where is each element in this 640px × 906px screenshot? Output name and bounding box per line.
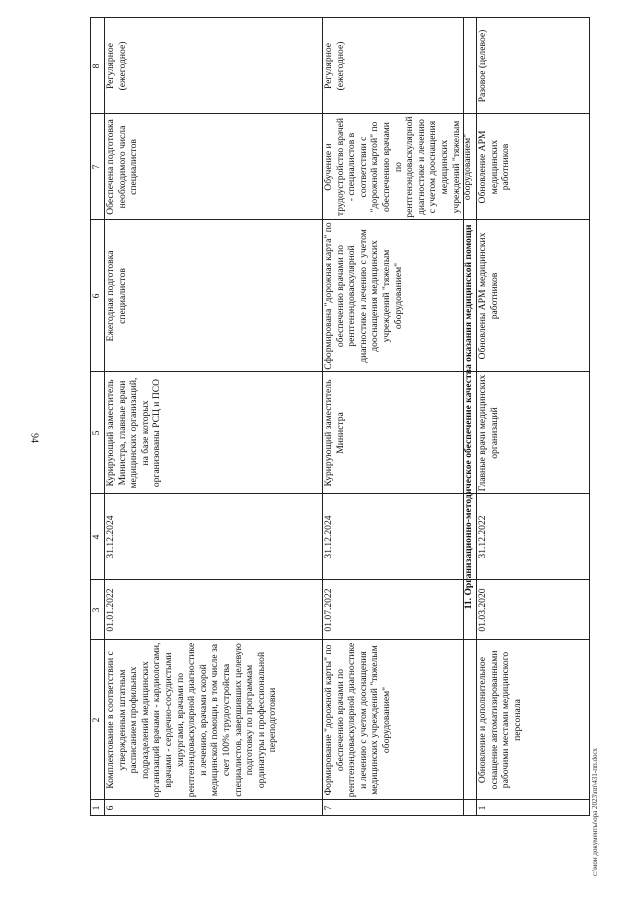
row-1-event: Обновление и дополнительное оснащение автоматизированными рабочими местами медицинского персонала [477, 650, 523, 790]
row-6-event: Комплектование в соответствии с утвержденным штатным расписанием профильных подразделений медицинских организаций врачами - кардиологами, врачами - сердечно-сосудистыми хирургами, врачами по рентгенэндоваскулярной диагностике и лечению, врачами скорой медицинской помощи, в том числе за счет 100% трудоустройства специалистов, завершивших целевую подготовку по программам ординатуры и профессиональной переподготовки [105, 642, 279, 798]
row-7-end-date: 31.12.2024 [323, 515, 334, 559]
row-1-start-date: 01.03.2020 [477, 588, 488, 632]
col-header-3: 3 [91, 607, 102, 613]
col-header-7: 7 [91, 164, 102, 170]
col-header-5: 5 [91, 430, 102, 436]
row-1-responsible: Главные врачи медицинских организаций [477, 374, 500, 492]
section-title: 11. Организационно-методическое обеспечение качества оказания медицинской помощи [463, 224, 474, 610]
row-1-indicator: Обновление АРМ медицинских работников [477, 130, 512, 204]
col-header-2: 2 [91, 717, 102, 723]
row-7-responsible: Курирующий заместитель Министра [323, 379, 346, 487]
row-6-end-date: 31.12.2024 [105, 515, 116, 559]
row-6-frequency: Регулярное (ежегодное) [105, 41, 128, 91]
row-6-start-date: 01.01.2022 [105, 588, 116, 632]
row-6-responsible: Курирующий заместитель Министра, главные врачи медицинских организаций, на базе которых организованы РСЦ и ПСО [105, 377, 163, 489]
row-7-number: 7 [323, 805, 334, 811]
col-header-1: 1 [91, 805, 102, 811]
footer-file-path: c:\мои документы\ора 2023\пп\431-пп.docx [591, 747, 599, 877]
page-number: 94 [28, 433, 40, 443]
row-7-result: Сформирована "дорожная карта" по обеспечению врачами по рентгенэндоваскулярной диагностике и лечению с учетом дооснащения медицинских учреждений "тяжелым оборудованием" [323, 222, 404, 370]
row-6-number: 6 [105, 805, 116, 811]
row-7-frequency: Регулярное (ежегодное) [323, 41, 346, 91]
col-header-6: 6 [91, 293, 102, 299]
rotated-table [90, 17, 590, 816]
row-6-indicator: Обеспечена подготовка необходимого числа специалистов [105, 119, 140, 215]
row-7-event: Формирование "дорожной карты" по обеспечению врачами по рентгенэндоваскулярной диагностике и лечению с учетом дооснащения медицинских учреждений "тяжелым оборудованием" [323, 642, 392, 798]
row-1-frequency: Разовое (целевое) [477, 29, 488, 103]
col-header-4: 4 [91, 534, 102, 540]
row-6-result: Ежегодная подготовка специалистов [105, 250, 128, 342]
row-7-start-date: 01.07.2022 [323, 588, 334, 632]
row-1-end-date: 31.12.2022 [477, 515, 488, 559]
row-1-number: 1 [477, 805, 488, 811]
row-1-result: Обновлены АРМ медицинских работников [477, 232, 500, 360]
col-header-8: 8 [91, 63, 102, 69]
row-7-indicator: Обучение и трудоустройство врачей - специалистов в соответствии с "дорожной картой" по обеспечению врачами по рентгенэндоваскулярной диагностике и лечению с учетом дооснащения медицинских учреждений "тяжелым оборудованием" [323, 116, 474, 218]
